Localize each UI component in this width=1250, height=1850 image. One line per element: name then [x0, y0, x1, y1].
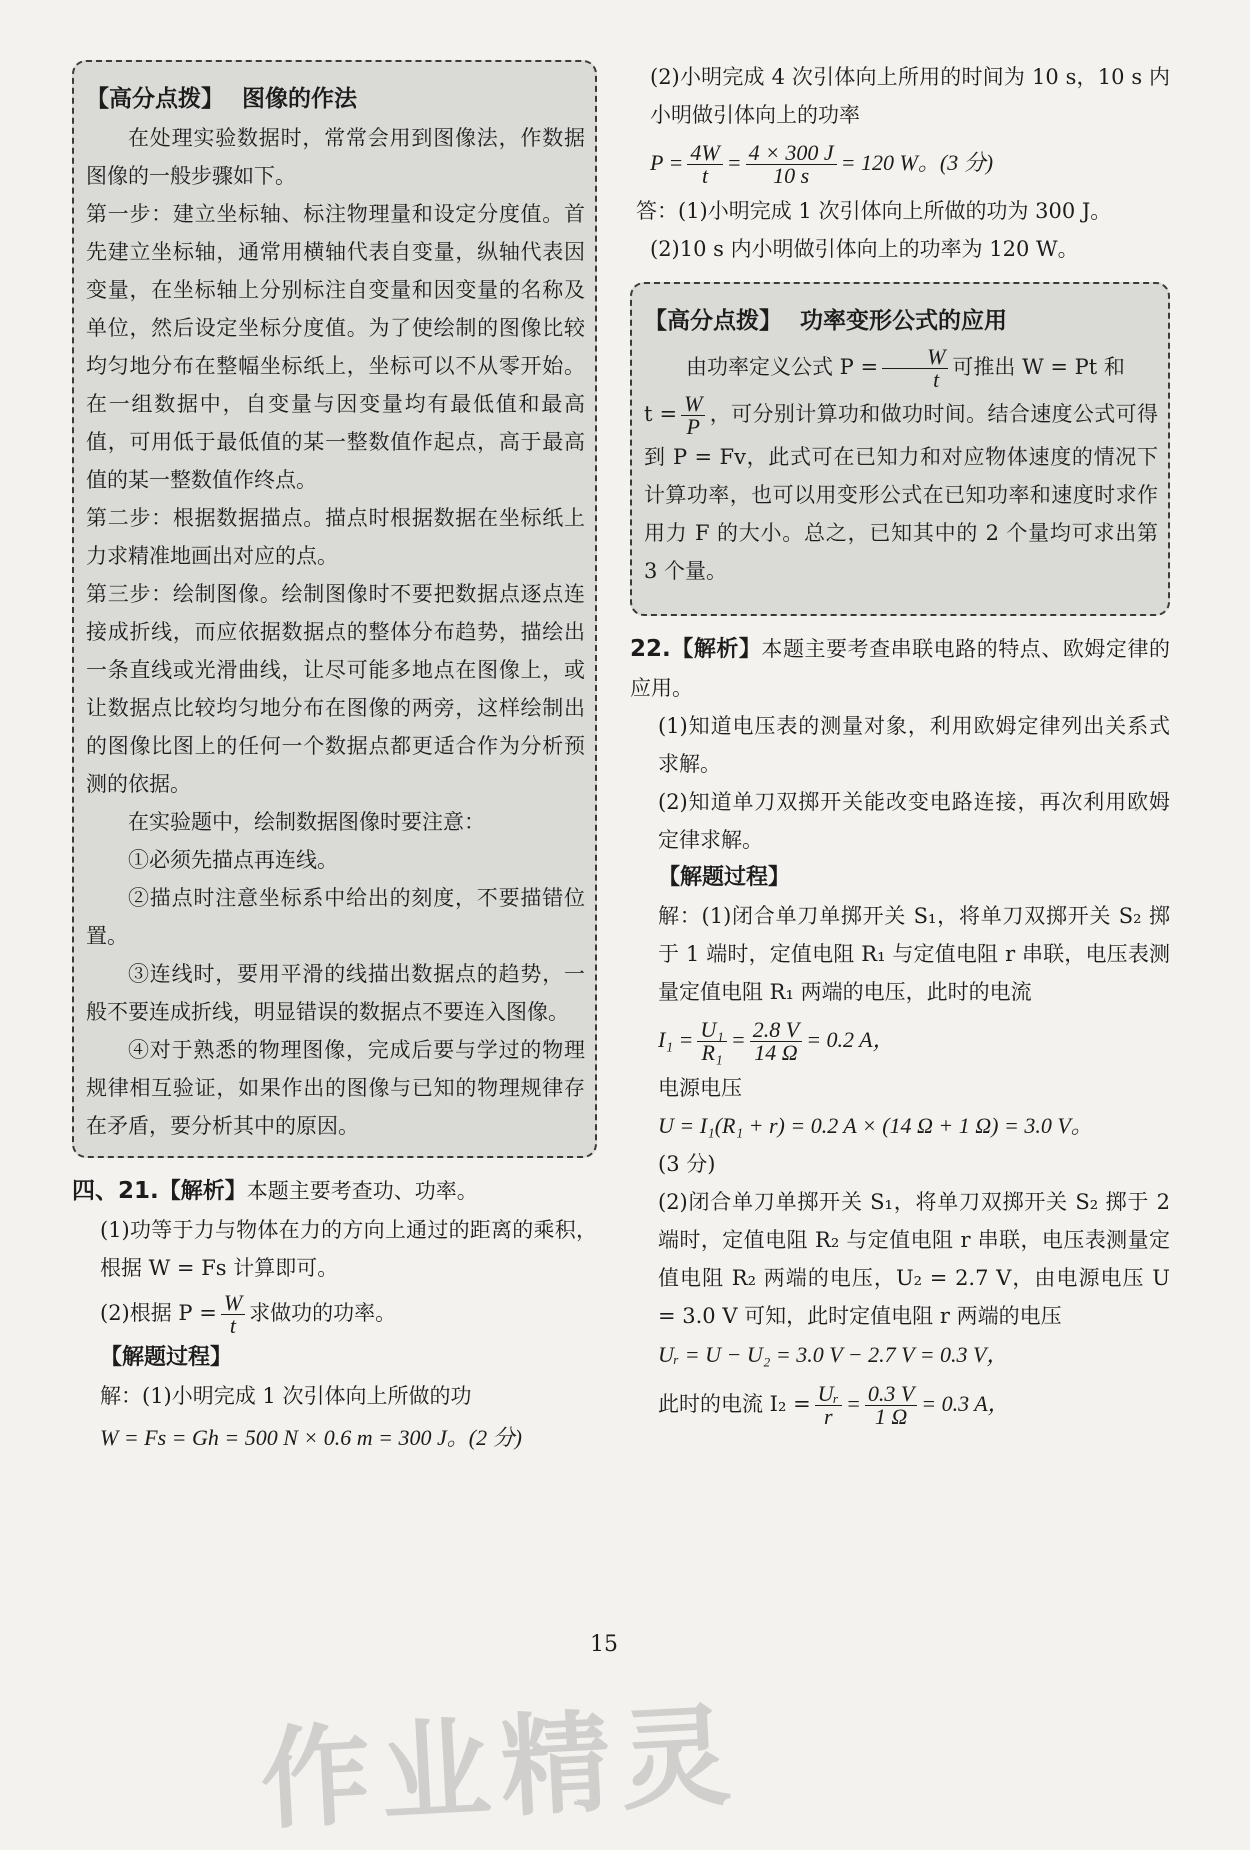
- q22-voltage: U = I₁(R₁ + r) = 0.2 A × (14 Ω + 1 Ω) = 3.0 V。: [658, 1113, 1093, 1138]
- tip-note-4: ④对于熟悉的物理图像，完成后要与学过的物理规律相互验证，如果作出的图像与已知的物理规律存在矛盾，要分析其中的原因。: [86, 1038, 585, 1138]
- q21-point-1: (1)功等于力与物体在力的方向上通过的距离的乘积，根据 W = Fs 计算即可。: [100, 1218, 597, 1280]
- q22-current-2: 此时的电流 I₂ = $\frac{\text{Uᵣ}}{r}$ = $\frac{0.3 V}{1 \Omega}$ = 0.3 A，: [658, 1381, 1010, 1429]
- tip-step-1: 第一步：建立坐标轴、标注物理量和设定分度值。首先建立坐标轴，通常用横轴代表自变量，纵轴代表因变量，在坐标轴上分别标注自变量和因变量的名称及单位，然后设定坐标分度值。为了使绘制的图像比较均匀地分布在整幅坐标纸上，坐标可以不从零开始。在一组数据中，自变量与因变量均有最低值和最高值，可用低于最低值的某一整数值作起点，高于最高值的某一整数值作终点。: [86, 202, 585, 492]
- q21-point-2: (2)根据 P = $\frac{W}{t}$ 求做功的功率。: [100, 1290, 397, 1338]
- fraction: $\frac{W}{t}$: [221, 1292, 245, 1337]
- q22-solution-2: 电源电压: [658, 1076, 742, 1100]
- q21-point-3: (2)小明完成 4 次引体向上所用的时间为 10 s，10 s 内小明做引体向上的功率: [650, 65, 1170, 127]
- tip-heading: 【高分点拨】 图像的作法: [86, 86, 357, 112]
- q22-process-title: 【解题过程】: [658, 865, 791, 890]
- tip-note-3: ③连线时，要用平滑的线描出数据点的趋势，一般不要连成折线，明显错误的数据点不要连入图像。: [86, 962, 585, 1024]
- tip-box-power-formula: [630, 282, 1170, 616]
- tip-note-2: ②描点时注意坐标系中给出的刻度，不要描错位置。: [86, 886, 585, 948]
- tip-note-1: ①必须先描点再连线。: [128, 848, 338, 872]
- watermark: 作业精灵: [257, 1691, 744, 1845]
- q21-power-equation: P = $\frac{4W}{t}$ = $\frac{4 \times 300 J}{10 s}$ = 120 W。(3 分): [650, 140, 994, 189]
- tip-paragraph: 在处理实验数据时，常常会用到图像法，作数据图像的一般步骤如下。: [86, 126, 585, 188]
- q22-current-1: I₁ = $\frac{\text{U₁}}{\text{R₁}}$ = $\frac{2.8 V}{14 \Omega}$ = 0.2 A，: [658, 1017, 895, 1066]
- tip2-line-1: 由功率定义公式 P = $\frac{W}{t}$ 可推出 W = Pt 和: [686, 344, 1125, 392]
- q21-process-title: 【解题过程】: [100, 1345, 233, 1370]
- tip-heading: 【高分点拨】 功率变形公式的应用: [644, 308, 1007, 334]
- q21-equation-1: W = Fs = Gh = 500 N × 0.6 m = 300 J。(2 分): [100, 1425, 522, 1450]
- q21-solution-1: 解：(1)小明完成 1 次引体向上所做的功: [100, 1384, 472, 1408]
- q22-solution-1: 解：(1)闭合单刀单掷开关 S₁，将单刀双掷开关 S₂ 掷于 1 端时，定值电阻 R₁ 与定值电阻 r 串联，电压表测量定值电阻 R₁ 两端的电压，此时的电流: [658, 904, 1170, 1004]
- tip-box-graph-method: [72, 60, 597, 1158]
- q22-point-2: (2)知道单刀双掷开关能改变电路连接，再次利用欧姆定律求解。: [658, 790, 1170, 852]
- q22-point-1: (1)知道电压表的测量对象，利用欧姆定律列出关系式求解。: [658, 714, 1170, 776]
- question-22: [630, 630, 1170, 1433]
- tip-step-2: 第二步：根据数据描点。描点时根据数据在坐标纸上力求精准地画出对应的点。: [86, 506, 585, 568]
- q21-answer-1: 答：(1)小明完成 1 次引体向上所做的功为 300 J。: [636, 199, 1112, 223]
- q22-intro: 22.【解析】本题主要考查串联电路的特点、欧姆定律的应用。: [630, 636, 1170, 700]
- page-number: 15: [590, 1632, 618, 1657]
- question-21: [72, 1172, 597, 1461]
- q21-intro: 四、21.【解析】本题主要考查功、功率。: [72, 1178, 478, 1204]
- left-column: [72, 60, 597, 1461]
- tip-paragraph: 在实验题中，绘制数据图像时要注意：: [128, 810, 485, 834]
- right-column: [630, 58, 1170, 1433]
- q22-solution-3: (2)闭合单刀单掷开关 S₁，将单刀双掷开关 S₂ 掷于 2 端时，定值电阻 R₂ 与定值电阻 r 串联，电压表测量定值电阻 R₂ 两端的电压，U₂ = 2.7 V，由电源电压 U = 3.0 V 可知，此时定值电阻 r 两端的电压: [658, 1190, 1170, 1328]
- tip2-body: t = $\frac{W}{P}$ ，可分别计算功和做功时间。结合速度公式可得到 P = Fv，此式可在已知力和对应物体速度的情况下计算功率，也可以用变形公式在已知功率和速度时求作用力 F 的大小。总之，已知其中的 2 个量均可求出第 3 个量。: [644, 391, 1158, 583]
- q22-score: (3 分): [658, 1152, 716, 1176]
- q22-ur-equation: Uᵣ = U − U₂ = 3.0 V − 2.7 V = 0.3 V，: [658, 1342, 1009, 1367]
- tip-step-3: 第三步：绘制图像。绘制图像时不要把数据点逐点连接成折线，而应依据数据点的整体分布趋势，描绘出一条直线或光滑曲线，让尽可能多地点在图像上，或让数据点比较均匀地分布在图像的两旁，这样绘制出的图像比图上的任何一个数据点都更适合作为分析预测的依据。: [86, 582, 585, 796]
- q21-answer-2: (2)10 s 内小明做引体向上的功率为 120 W。: [650, 237, 1079, 261]
